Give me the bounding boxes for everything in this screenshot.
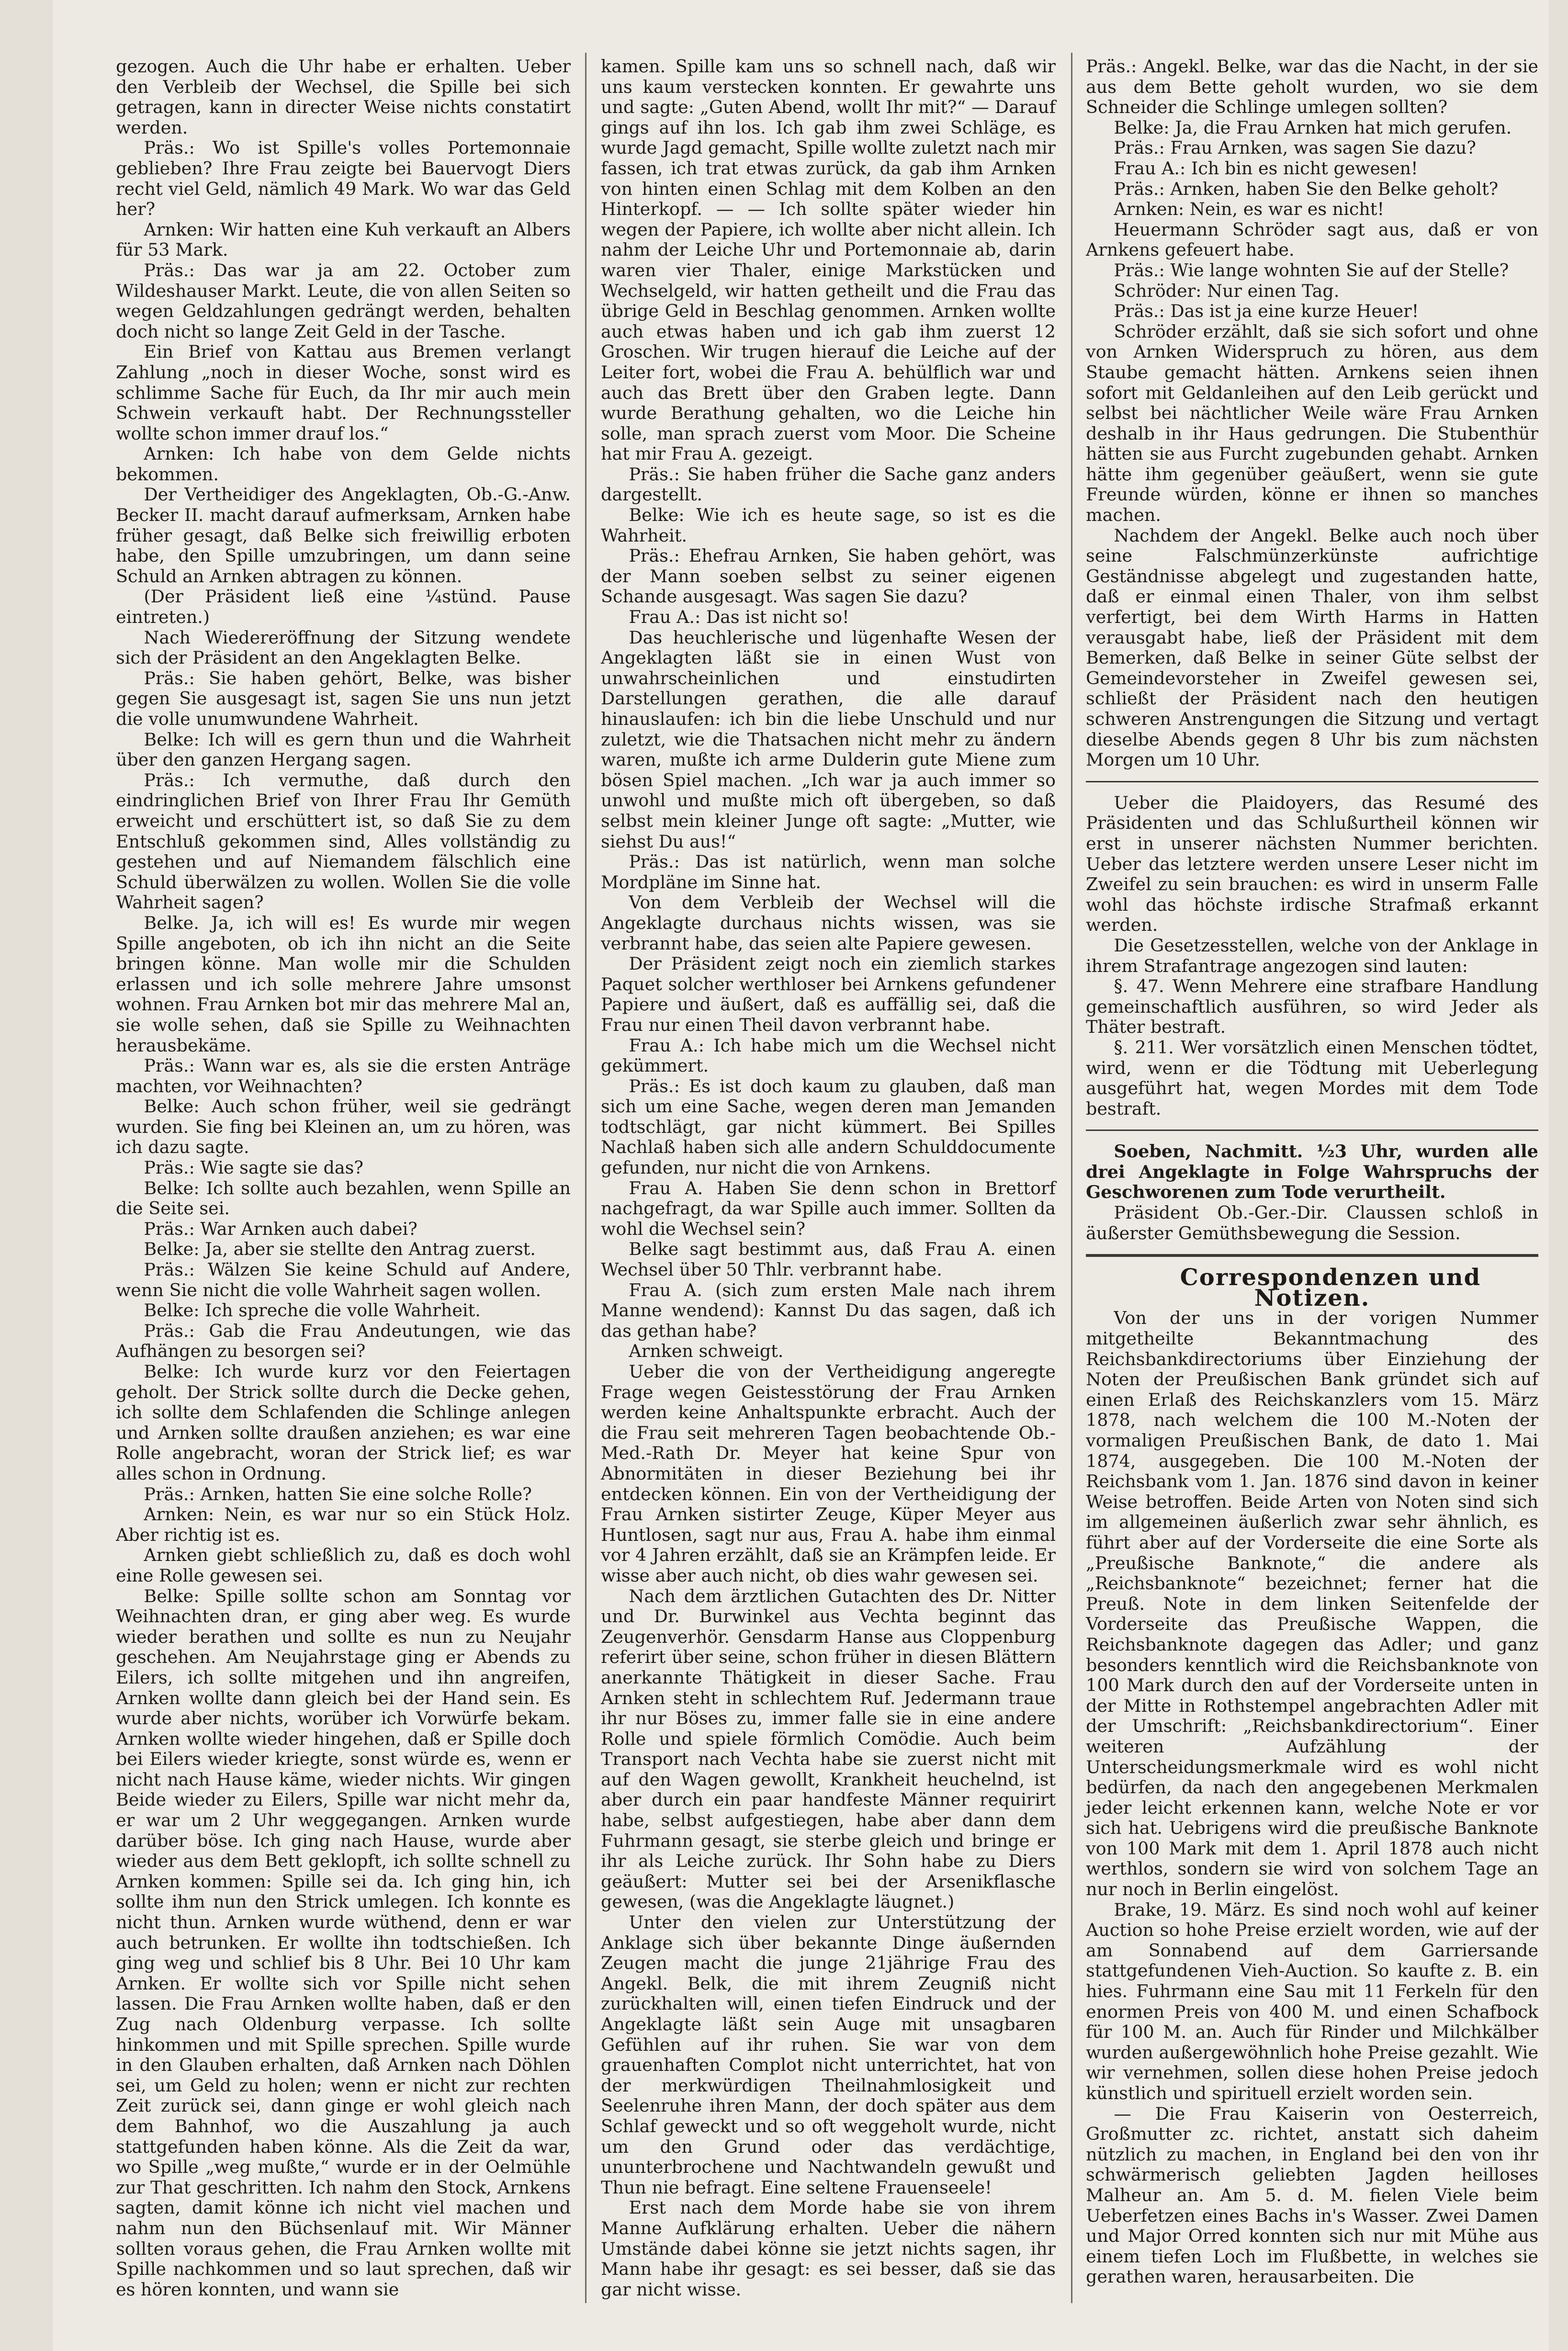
paragraph: Präs.: Arnken, hatten Sie eine solche Rolle?: [144, 1483, 532, 1504]
paragraph: Heuermann Schröder sagt aus, daß er von Arnkens gefeuert habe.: [1086, 219, 1538, 260]
section-heading: Correspondenzen und Notizen.: [1180, 1264, 1481, 1311]
paragraph: Erst nach dem Morde habe sie von ihrem Manne Aufklärung erhalten. Ueber die nähern Umstände dabei könne sie jetzt nichts sagen, ihr Mann habe ihr gesagt: es sei besser, daß sie das gar nicht wisse.: [601, 2197, 1056, 2300]
paragraph: Nach Wiedereröffnung der Sitzung wendete sich der Präsident an den Angeklagten Belke.: [116, 627, 571, 668]
paragraph: Präs.: Ich vermuthe, daß durch den eindringlichen Brief von Ihrer Frau Ihr Gemüth erweicht und erschüttert ist, so daß Sie zu dem Entschluß gekommen sind, Alles vollständig zu gestehen und auf Niemandem fälschlich eine Schuld überwälzen zu wollen. Wollen Sie die volle Wahrheit sagen?: [116, 769, 571, 913]
column-divider: [585, 53, 587, 2303]
paragraph: Präs.: Gab die Frau Andeutungen, wie das Aufhängen zu besorgen sei?: [116, 1320, 571, 1362]
paragraph: Das heuchlerische und lügenhafte Wesen der Angeklagten läßt sie in einen Wust von unwahrscheinlichen und einstudirten Darstellungen gerathen, die alle darauf hinauslaufen: ich bin die liebe Unschuld und nur zuletzt, wie die Thatsachen nicht mehr zu ändern waren, mußte ich arme Dulderin gute Miene zum bösen Spiel machen. „Ich war ja auch immer so unwohl und mußte mich oft übergeben, so daß selbst mein kleiner Junge oft sagte: „Mutter, wie siehst Du aus!“: [601, 627, 1056, 852]
paragraph: Schröder erzählt, daß sie sich sofort und ohne von Arnken Widerspruch zu hören, aus dem Staube gemacht hätten. Arnkens seien ihnen sofort mit Geldanleihen auf den Leib gerückt und selbst bei nächtlicher Weile wäre Frau Arnken deshalb in ihr Haus gedrungen. Die Stubenthür hätten sie aus Furcht zugebunden gehabt. Arnken hätte ihm gegenüber geäußert, wenn sie gute Freunde würden, könne er ihnen so manches machen.: [1086, 321, 1538, 526]
paragraph: Brake, 19. März. Es sind noch wohl auf keiner Auction so hohe Preise erzielt worden, wie auf der am Sonnabend auf dem Garriersande stattgefundenen Vieh-Auction. So kaufte z. B. ein hies. Fuhrmann eine Sau mit 11 Ferkeln für den enormen Preis von 400 M. und einen Schafbock für 100 M. an. Auch für Rinder und Milchkälber wurden außergewöhnlich hohe Preise gezahlt. Wie wir vernehmen, sollen diese hohen Preise jedoch künstlich und spirituell erzielt worden sein.: [1086, 1899, 1538, 2103]
paragraph: Frau A. (sich zum ersten Male nach ihrem Manne wendend): Kannst Du das sagen, daß ich das gethan habe?: [601, 1279, 1056, 1341]
column-1: [116, 57, 571, 2300]
paragraph: Belke: Wie ich es heute sage, so ist es die Wahrheit.: [601, 505, 1056, 546]
paragraph: Belke: Auch schon früher, weil sie gedrängt wurden. Sie fing bei Kleinen an, um zu hören, was ich dazu sagte.: [116, 1096, 571, 1158]
verdict-notice: Soeben, Nachmitt. ½3 Uhr, wurden alle drei Angeklagte in Folge Wahrspruchs der Geschworenen zum Tode verurtheilt.: [1086, 1141, 1538, 1203]
paragraph: Von dem Verbleib der Wechsel will die Angeklagte durchaus nichts wissen, was sie verbrannt habe, das seien alte Papiere gewesen.: [601, 892, 1056, 954]
paragraph: gezogen. Auch die Uhr habe er erhalten. Ueber den Verbleib der Wechsel, die Spille bei sich getragen, kann in directer Weise nichts constatirt werden.: [116, 56, 571, 138]
paragraph: Der Präsident zeigt noch ein ziemlich starkes Paquet solcher werthloser bei Arnkens gefundener Papiere und äußert, daß es auffällig sei, daß die Frau nur einen Theil davon verbrannt habe.: [601, 953, 1056, 1035]
paragraph: Präs.: Das war ja am 22. October zum Wildeshauser Markt. Leute, die von allen Seiten so wegen Geldzahlungen gedrängt werden, behalten doch nicht so lange Zeit Geld in der Tasche.: [116, 260, 571, 342]
paragraph: Frau A. Haben Sie denn schon in Brettorf nachgefragt, da war Spille auch immer. Sollten da wohl die Wechsel sein?: [601, 1177, 1056, 1239]
paragraph: Von der uns in der vorigen Nummer mitgetheilte Bekanntmachung des Reichsbankdirectoriums über Einziehung der Noten der Preußischen Bank gründet sich auf einen Erlaß des Reichskanzlers vom 15. März 1878, nach welchem die 100 M.-Noten der vormaligen Preußischen Bank, de dato 1. Mai 1874, ausgegeben. Die 100 M.-Noten der Reichsbank vom 1. Jan. 1876 sind davon in keiner Weise betroffen. Beide Arten von Noten sind sich im allgemeinen äußerlich zwar sehr ähnlich, es führt aber auf der Vorderseite die eine Sorte als „Preußische Banknote,“ die andere als „Reichsbanknote“ bezeichnet; ferner hat die Preuß. Note in dem linken Seitenfelde der Vorderseite das Preußische Wappen, die Reichsbanknote dagegen das Adler; und ganz besonders kenntlich wird die Reichsbanknote von 100 Mark durch den auf der Vorderseite unten in der Mitte in Rothstempel angebrachten Adler mit der Umschrift: „Reichsbankdirectorium“. Einer weiteren Aufzählung der Unterscheidungsmerkmale wird es wohl nicht bedürfen, da nach den angegebenen Merkmalen jeder leicht erkennen kann, welche Note er vor sich hat. Uebrigens wird die preußische Banknote von 100 Mark mit dem 1. April 1878 auch nicht werthlos, sondern sie wird von solchem Tage an nur noch in Berlin eingelöst.: [1086, 1308, 1538, 1900]
paragraph: Nach dem ärztlichen Gutachten des Dr. Nitter und Dr. Burwinkel aus Vechta beginnt das Zeugenverhör. Gensdarm Hanse aus Cloppenburg referirt über seine, schon früher in diesen Blättern anerkannte Thätigkeit in dieser Sache. Frau Arnken steht in schlechtem Ruf. Jedermann traue ihr nur Böses zu, immer falle sie in eine andere Rolle und spiele förmlich Comödie. Auch beim Transport nach Vechta habe sie zuerst nicht mit auf den Wagen gewollt, Krankheit heuchelnd, ist aber durch ein paar handfeste Männer requirirt habe, selbst aufgestiegen, habe aber dann dem Fuhrmann gesagt, sie sterbe gleich und bringe er ihr als Leiche zurück. Ihr Sohn habe zu Diers geäußert: Mutter sei bei der Arsenikflasche gewesen, (was die Angeklagte läugnet.): [601, 1585, 1056, 1912]
paragraph: Belke sagt bestimmt aus, daß Frau A. einen Wechsel über 50 Thlr. verbrannt habe.: [601, 1239, 1056, 1280]
paragraph: Präs.: Wann war es, als sie die ersten Anträge machten, vor Weihnachten?: [116, 1055, 571, 1096]
paragraph: kamen. Spille kam uns so schnell nach, daß wir uns kaum verstecken konnten. Er gewahrte uns und sagte: „Guten Abend, wollt Ihr mit?“ — Darauf gings auf ihn los. Ich gab ihm zwei Schläge, es wurde Jagd gemacht, Spille wollte zuletzt nach mir fassen, ich trat etwas zurück, da gab ihm Arnken von hinten einen Schlag mit dem Kolben an den Hinterkopf. — — Ich sollte später wieder hin wegen der Papiere, ich wollte aber nicht allein. Ich nahm der Leiche Uhr und Portemonnaie ab, darin waren vier Thaler, einige Markstücken und Wechselgeld, wir hatten getheilt und die Frau das übrige Geld in Beschlag genommen. Arnken wollte auch etwas haben und ich gab ihm zuerst 12 Groschen. Wir trugen hierauf die Leiche auf der Leiter fort, wobei die Frau A. behülflich war und auch das Brett über den Graben legte. Dann wurde Berathung gehalten, wo die Leiche hin solle, man sprach zuerst vom Moor. Die Scheine hat mir Frau A. gezeigt.: [601, 56, 1056, 464]
paragraph: — Die Frau Kaiserin von Oesterreich, Großmutter zc. richtet, anstatt sich daheim nützlich zu machen, in England bei den von ihr schwärmerisch geliebten Jagden heilloses Malheur an. Am 5. d. M. fielen Viele beim Ueberfetzen eines Bachs in's Wasser. Zwei Damen und Major Orred konnten sich nur mit Mühe aus einem tiefen Loch im Flußbette, in welches sie gerathen waren, herausarbeiten. Die: [1086, 2103, 1538, 2287]
paragraph: Ueber die von der Vertheidigung angeregte Frage wegen Geistesstörung der Frau Arnken werden keine Anhaltspunkte erbracht. Auch der die Frau seit mehreren Tagen beobachtende Ob.-Med.-Rath Dr. Meyer hat keine Spur von Abnormitäten in dieser Beziehung bei ihr entdecken können. Ein von der Vertheidigung der Frau Arnken sistirter Zeuge, Küper Meyer aus Huntlosen, sagt nur aus, Frau A. habe ihm einmal vor 4 Jahren erzählt, daß sie an Krämpfen leide. Er wisse aber auch nicht, ob dies wahr gewesen sei.: [601, 1361, 1056, 1586]
paragraph: Präs.: Frau Arnken, was sagen Sie dazu?: [1114, 137, 1476, 158]
paragraph: Schröder: Nur einen Tag.: [1114, 280, 1340, 301]
paragraph: Präsident Ob.-Ger.-Dir. Claussen schloß in äußerster Gemüthsbewegung die Session.: [1086, 1202, 1538, 1243]
paragraph: Belke: Ich will es gern thun und die Wahrheit über den ganzen Hergang sagen.: [116, 729, 571, 770]
paragraph: Belke: Ja, aber sie stellte den Antrag zuerst.: [144, 1239, 536, 1260]
paragraph: Präs.: Ehefrau Arnken, Sie haben gehört, was der Mann soeben selbst zu seiner eigenen Schande ausgesagt. Was sagen Sie dazu?: [601, 545, 1056, 607]
paragraph: Belke: Ich spreche die volle Wahrheit.: [144, 1300, 481, 1321]
paragraph: Frau A.: Das ist nicht so!: [629, 607, 849, 628]
paragraph: (Der Präsident ließ eine ¼stünd. Pause eintreten.): [116, 586, 571, 628]
paragraph: Arnken: Wir hatten eine Kuh verkauft an Albers für 53 Mark.: [116, 219, 571, 260]
paragraph: §. 211. Wer vorsätzlich einen Menschen tödtet, wird, wenn er die Tödtung mit Ueberlegung ausgeführt hat, wegen Mordes mit dem Tode bestraft.: [1086, 1037, 1538, 1119]
paragraph: Arnken schweigt.: [629, 1341, 784, 1362]
paragraph: Präs.: Sie haben früher die Sache ganz anders dargestellt.: [601, 463, 1056, 505]
paragraph: Präs.: Wie sagte sie das?: [144, 1157, 363, 1178]
paragraph: Präs.: War Arnken auch dabei?: [144, 1218, 417, 1239]
page-left-margin: [0, 0, 53, 2351]
paragraph: Präs.: Das ist ja eine kurze Heuer!: [1114, 301, 1419, 322]
paragraph: Belke: Ja, die Frau Arnken hat mich gerufen.: [1114, 117, 1512, 138]
paragraph: Präs.: Das ist natürlich, wenn man solche Mordpläne im Sinne hat.: [601, 851, 1056, 893]
paragraph: Belke: Spille sollte schon am Sonntag vor Weihnachten dran, er ging aber weg. Es wurde wieder berathen und sollte es nun zu Neujahr geschehen. Am Neujahrstage ging er Abends zu Eilers, ich sollte mitgehen und ihn angreifen, Arnken wollte dann gleich bei der Hand sein. Es wurde aber nichts, worüber ich Vorwürfe bekam. Arnken wollte wieder hingehen, daß er Spille doch bei Eilers wieder kriegte, sonst würde es, wenn er nicht nach Hause käme, wieder nichts. Wir gingen Beide wieder zu Eilers, Spille war nicht mehr da, er war um 2 Uhr weggegangen. Arnken wurde darüber böse. Ich ging nach Hause, wurde aber wieder aus dem Bett geklopft, ich sollte schnell zu Arnken kommen: Spille sei da. Ich ging hin, ich sollte ihm nun den Strick umlegen. Ich konnte es nicht thun. Arnken wurde wüthend, denn er war auch betrunken. Er wollte ihn todtschießen. Ich ging weg und schlief bis 8 Uhr. Bei 10 Uhr kam Arnken. Er wollte sich vor Spille nicht sehen lassen. Die Frau Arnken wollte haben, daß er den Zug nach Oldenburg verpasse. Ich sollte hinkommen und mit Spille sprechen. Spille wurde in den Glauben erhalten, daß Arnken nach Döhlen sei, um Geld zu holen; wenn er nicht zur rechten Zeit zurück sei, dann ginge er wohl gleich nach dem Bahnhof, wo die Auszahlung ja auch stattgefunden haben könne. Als die Zeit da war, wo Spille „weg mußte,“ wurde er in der Oelmühle zur That geschritten. Ich nahm den Stock, Arnkens sagten, damit könne ich nicht viel machen und nahm nun den Büchsenlauf mit. Wir Männer sollten voraus gehen, die Frau Arnken wollte mit Spille nachkommen und so laut sprechen, daß wir es hören konnten, und wann sie: [116, 1585, 571, 2300]
paragraph: Präs.: Angekl. Belke, war das die Nacht, in der sie aus dem Bette geholt wurden, wo sie dem Schneider die Schlinge umlegen sollten?: [1086, 56, 1538, 118]
paragraph: Präs.: Wie lange wohnten Sie auf der Stelle?: [1114, 260, 1509, 281]
paragraph: Arnken: Ich habe von dem Gelde nichts bekommen.: [116, 443, 571, 485]
section-rule: [1086, 1254, 1538, 1257]
paragraph: Frau A.: Ich habe mich um die Wechsel nicht gekümmert.: [601, 1035, 1056, 1076]
paragraph: Arnken: Nein, es war nur so ein Stück Holz. Aber richtig ist es.: [116, 1504, 571, 1545]
paragraph: Präs.: Wälzen Sie keine Schuld auf Andere, wenn Sie nicht die volle Wahrheit sagen wollen.: [116, 1259, 571, 1300]
paragraph: §. 47. Wenn Mehrere eine strafbare Handlung gemeinschaftlich ausführen, so wird Jeder als Thäter bestraft.: [1086, 976, 1538, 1038]
section-rule: [1086, 781, 1538, 782]
paragraph: Die Gesetzesstellen, welche von der Anklage in ihrem Strafantrage angezogen sind lauten:: [1086, 935, 1538, 976]
paragraph: Präs.: Sie haben gehört, Belke, was bisher gegen Sie ausgesagt ist, sagen Sie uns nun jetzt die volle unumwundene Wahrheit.: [116, 667, 571, 729]
paragraph: Nachdem der Angekl. Belke auch noch über seine Falschmünzerkünste aufrichtige Geständnisse abgelegt und zugestanden hatte, daß er einmal einen Thaler, von ihm selbst verfertigt, bei dem Wirth Harms in Hatten verausgabt habe, ließ der Präsident mit dem Bemerken, daß Belke in seiner Güte selbst der Gemeindevorsteher in Zweifel gewesen sei, schließt der Präsident nach den heutigen schweren Anstrengungen die Sitzung und vertagt dieselbe Abends gegen 8 Uhr bis zum nächsten Morgen um 10 Uhr.: [1086, 525, 1538, 770]
paragraph: Präs.: Es ist doch kaum zu glauben, daß man sich um eine Sache, wegen deren man Jemanden todtschlägt, gar nicht kümmert. Bei Spilles Nachlaß haben sich alle andern Schulddocumente gefunden, nur nicht die von Arnkens.: [601, 1075, 1056, 1178]
page-right-margin: [1549, 0, 1568, 2351]
paragraph: Unter den vielen zur Unterstützung der Anklage sich über bekannte Dinge äußernden Zeugen macht die junge 21jährige Frau des Angekl. Belk, die mit ihrem Zeugniß nicht zurückhalten will, einen tiefen Eindruck und der Angeklagte läßt sein Auge mit unsagbaren Gefühlen auf ihr ruhen. Sie war von dem grauenhaften Complot nicht unterrichtet, hat von der merkwürdigen Theilnahmlosigkeit und Seelenruhe ihren Mann, der doch später aus dem Schlaf geweckt und so oft weggeholt wurde, nicht um den Grund oder das verdächtige, ununterbrochene und Nachtwandeln gewußt und Thun nie befragt. Eine seltene Frauenseele!: [601, 1912, 1056, 2198]
paragraph: Frau A.: Ich bin es nicht gewesen!: [1114, 158, 1418, 179]
paragraph: Belke. Ja, ich will es! Es wurde mir wegen Spille angeboten, ob ich ihn nicht an die Seite bringen könne. Man wolle mir die Schulden erlassen und ich solle mehrere Jahre umsonst wohnen. Frau Arnken bot mir das mehrere Mal an, sie wolle sehen, daß sie Spille zu Weihnachten herausbekäme.: [116, 912, 571, 1056]
paragraph: Präs.: Arnken, haben Sie den Belke geholt?: [1114, 178, 1499, 199]
paragraph: Arnken: Nein, es war es nicht!: [1114, 199, 1385, 220]
paragraph: Ueber die Plaidoyers, das Resumé des Präsidenten und das Schlußurtheil können wir erst in unserer nächsten Nummer berichten. Ueber das letztere werden unsere Leser nicht im Zweifel zu sein brauchen: es wird in unserm Falle wohl das höchste irdische Strafmaß erkannt werden.: [1086, 792, 1538, 936]
section-rule: [1086, 1130, 1538, 1131]
paragraph: Präs.: Wo ist Spille's volles Portemonnaie geblieben? Ihre Frau zeigte bei Bauervogt Diers recht viel Geld, nämlich 49 Mark. Wo war das Geld her?: [116, 137, 571, 220]
column-3: [1086, 57, 1538, 2287]
column-divider: [1071, 53, 1072, 2303]
paragraph: Der Vertheidiger des Angeklagten, Ob.-G.-Anw. Becker II. macht darauf aufmerksam, Arnken habe früher gesagt, daß Belke sich freiwillig erboten habe, den Spille umzubringen, um dann seine Schuld an Arnken abtragen zu können.: [116, 484, 571, 587]
paragraph: Belke: Ich wurde kurz vor den Feiertagen geholt. Der Strick sollte durch die Decke gehen, ich sollte dem Schlafenden die Schlinge anlegen und Arnken sollte draußen anziehen; es war eine Rolle angebracht, woran der Strick lief; es war alles schon in Ordnung.: [116, 1361, 571, 1484]
column-2: [601, 57, 1056, 2300]
paragraph: Ein Brief von Kattau aus Bremen verlangt Zahlung „noch in dieser Woche, sonst wird es schlimme Sache für Euch, da Ihr mir auch mein Schwein verkauft habt. Der Rechnungssteller wollte schon immer drauf los.“: [116, 341, 571, 444]
paragraph: Arnken giebt schließlich zu, daß es doch wohl eine Rolle gewesen sei.: [116, 1545, 571, 1586]
paragraph: Belke: Ich sollte auch bezahlen, wenn Spille an die Seite sei.: [116, 1177, 571, 1219]
